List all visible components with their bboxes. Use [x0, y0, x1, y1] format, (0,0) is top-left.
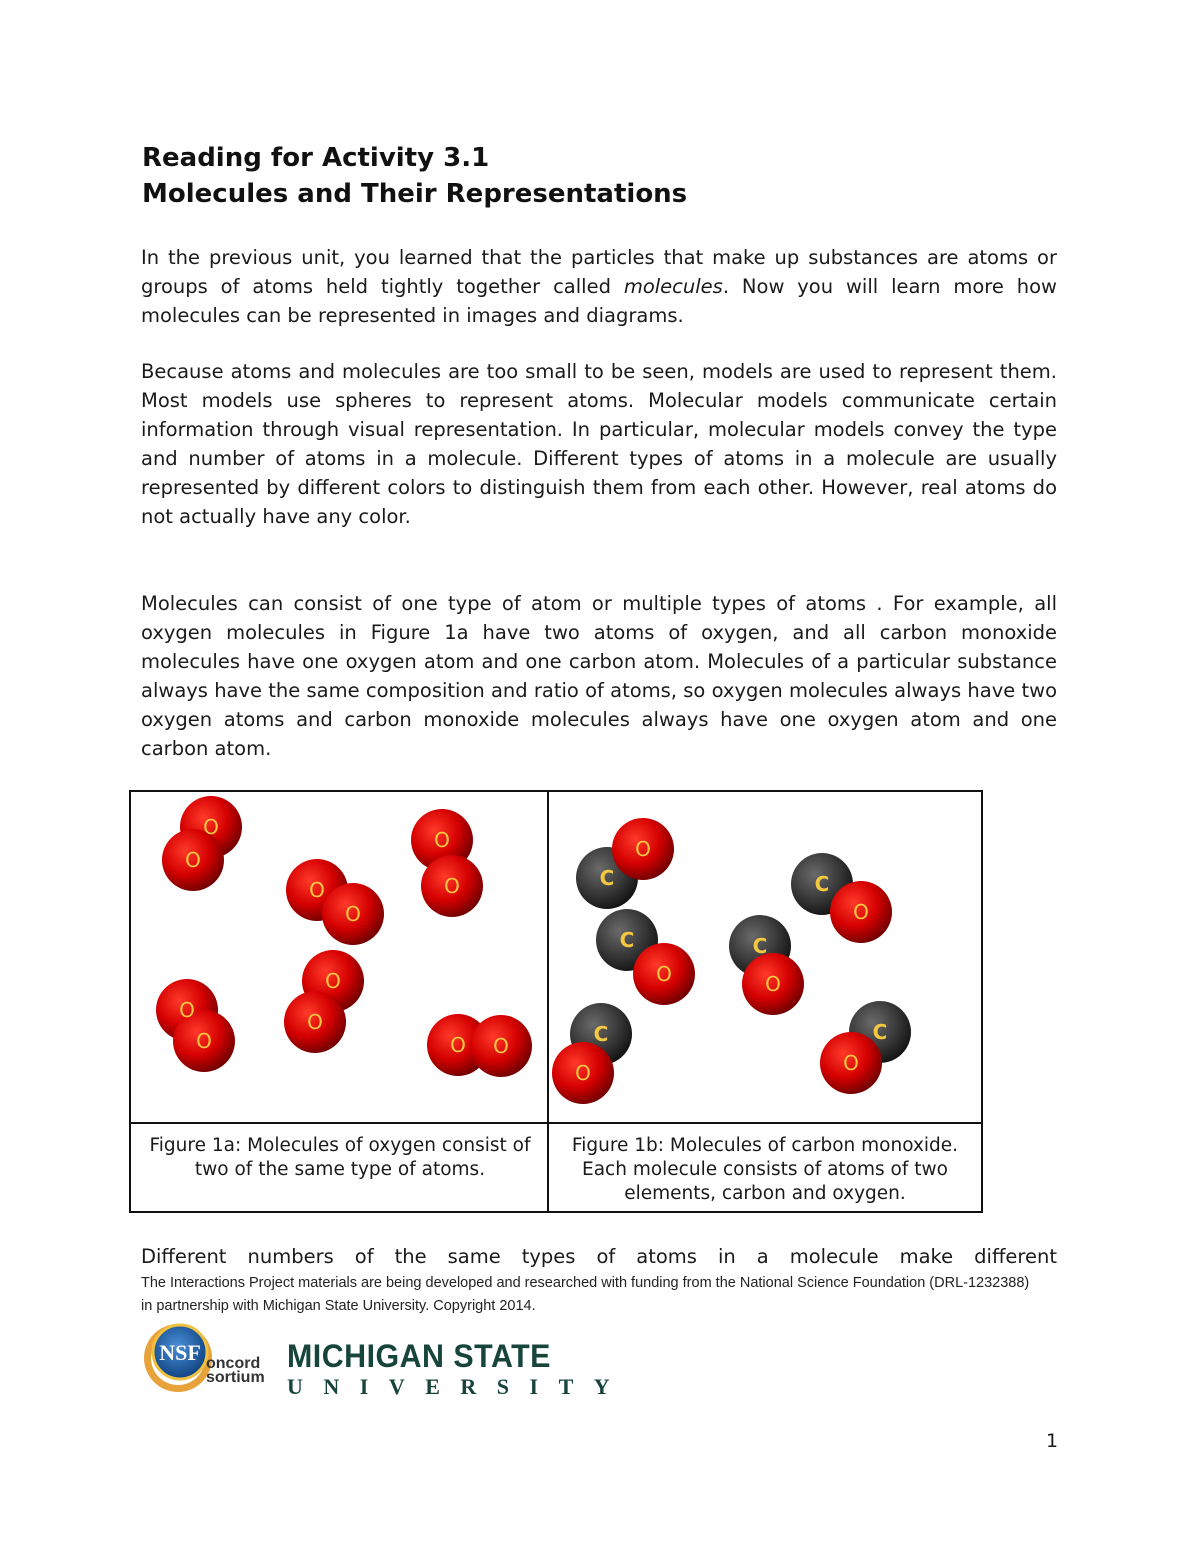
oxygen-molecule-5 — [284, 950, 364, 1053]
title-line-1: Reading for Activity 3.1 — [142, 143, 490, 173]
paragraph-1-start: In the previous unit, you learned that the particles that make up substances are atoms or groups of atoms held tightly together called — [141, 246, 1057, 298]
carbon-monoxide-molecule-5-atom-2-label: O — [575, 1061, 591, 1085]
funding-footer: The Interactions Project materials are being developed and researched with funding from the National Science Foundation (DRL-1232388) in partnership with Michigan State University. Copyright 2014. — [141, 1275, 1030, 1314]
carbon-monoxide-molecule-4-atom-2-label: O — [853, 900, 869, 924]
oxygen-molecule-5-atom-2-label: O — [307, 1010, 323, 1034]
oxygen-molecule-1-atom-2-label: O — [185, 848, 201, 872]
molecules-term: molecules — [623, 275, 723, 298]
nsf-seal-icon — [153, 1325, 207, 1379]
nsf-text: NSF — [159, 1340, 201, 1365]
concord-text-line-1: oncord — [206, 1355, 261, 1372]
carbon-monoxide-molecule-2-atom-1-label: C — [619, 928, 635, 952]
oxygen-molecule-3 — [411, 809, 483, 917]
oxygen-molecule-5-atom-1-label: O — [325, 969, 341, 993]
table-divider-horizontal — [131, 1122, 981, 1124]
oxygen-molecules-group — [156, 796, 532, 1077]
concord-text-line-2: sortium — [206, 1369, 265, 1386]
oxygen-molecule-2 — [286, 859, 384, 945]
paragraph-2: Because atoms and molecules are too small to be seen, models are used to represent them. Most models use spheres to represent atoms. Molecular models communicate certain information through visual representation. In particular, molecular models convey the type and number of atoms in a molecule. Different types of atoms in a molecule are usually represented by different colors to distinguish them from each other. However, real atoms do not actually have any color. — [141, 360, 1057, 528]
oxygen-molecule-6-atom-2-label: O — [493, 1034, 509, 1058]
page-title — [142, 140, 687, 212]
paragraph-3: Molecules can consist of one type of atom or multiple types of atoms . For example, all oxygen molecules in Figure 1a have two atoms of oxygen, and all carbon monoxide molecules have one oxygen atom and one carbon atom. Molecules of a particular substance always have the same composition and ratio of atoms, so oxygen molecules always have two oxygen atoms and carbon monoxide molecules always have one oxygen atom and one carbon atom. — [141, 592, 1057, 760]
oxygen-molecule-1 — [162, 796, 242, 891]
oxygen-molecule-3-atom-1-label: O — [434, 828, 450, 852]
carbon-monoxide-molecule-4 — [791, 853, 892, 943]
msu-logo-bottom: UNIVERSITY — [287, 1374, 631, 1399]
oxygen-molecule-2-atom-1-label: O — [309, 878, 325, 902]
oxygen-molecule-4 — [156, 979, 235, 1072]
figure-1b-caption: Figure 1b: Molecules of carbon monoxide. Each molecule consists of atoms of two elements, carbon and oxygen. — [571, 1135, 959, 1204]
msu-logo — [287, 1338, 630, 1400]
figure-1a-caption: Figure 1a: Molecules of oxygen consist of two of the same type of atoms. — [149, 1135, 531, 1180]
carbon-monoxide-molecule-3-atom-1-label: C — [752, 934, 768, 958]
paragraph-4: Different numbers of the same types of atoms in a molecule make different — [141, 1245, 1057, 1268]
oxygen-molecule-2-atom-2-label: O — [345, 902, 361, 926]
page-number: 1 — [1046, 1430, 1059, 1452]
carbon-monoxide-molecule-6-atom-2-label: O — [843, 1051, 859, 1075]
carbon-monoxide-molecule-2 — [596, 909, 695, 1005]
oxygen-molecule-1-atom-1-label: O — [203, 815, 219, 839]
carbon-monoxide-molecule-2-atom-2-label: O — [656, 962, 672, 986]
carbon-monoxide-molecule-1 — [576, 818, 674, 909]
title-line-2: Molecules and Their Representations — [142, 179, 688, 209]
carbon-monoxide-molecule-5-atom-1-label: C — [593, 1022, 609, 1046]
oxygen-molecule-3-atom-2-label: O — [444, 874, 460, 898]
paragraph-1 — [141, 243, 1057, 330]
paragraph-1-end: . Now you will learn more how molecules can be represented in images and diagrams. — [141, 275, 1057, 327]
msu-logo-top: MICHIGAN STATE — [287, 1338, 551, 1374]
carbon-monoxide-molecule-6-atom-1-label: C — [872, 1020, 888, 1044]
carbon-monoxide-molecule-1-atom-1-label: C — [599, 866, 615, 890]
oxygen-molecule-6 — [427, 1014, 532, 1077]
figure-1a-oxygen-molecules — [131, 792, 547, 1122]
carbon-monoxide-molecules-group — [552, 818, 911, 1104]
carbon-monoxide-molecule-6 — [820, 1001, 911, 1094]
carbon-monoxide-molecule-3 — [729, 915, 804, 1015]
oxygen-molecule-4-atom-1-label: O — [179, 998, 195, 1022]
carbon-monoxide-molecule-5 — [552, 1003, 632, 1104]
carbon-monoxide-molecule-4-atom-1-label: C — [814, 872, 830, 896]
oxygen-molecule-6-atom-1-label: O — [450, 1033, 466, 1057]
oxygen-molecule-4-atom-2-label: O — [196, 1029, 212, 1053]
carbon-monoxide-molecule-1-atom-2-label: O — [635, 837, 651, 861]
carbon-monoxide-molecule-3-atom-2-label: O — [765, 972, 781, 996]
figure-table — [129, 790, 983, 1213]
figure-1b-carbon-monoxide-molecules — [549, 792, 983, 1122]
